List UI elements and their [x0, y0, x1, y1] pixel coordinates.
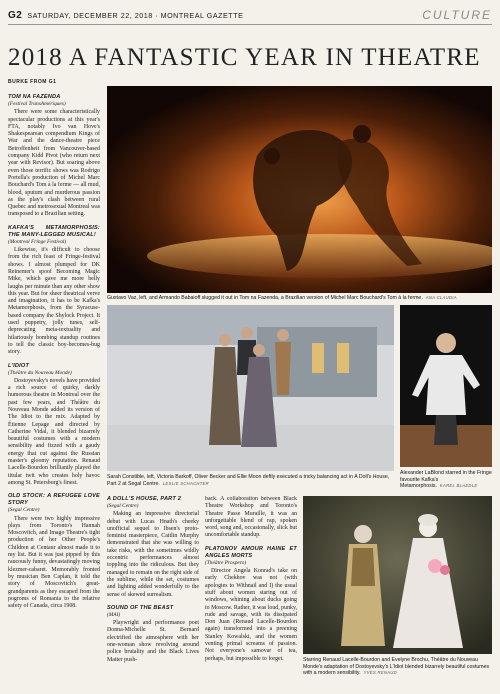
column-2	[107, 496, 199, 688]
paragraph: There were two highly impressive plays from Toronto's Hannah Moscovitch, and Imago Theatre's tight production of her Other People's Children at Centaur almost made it to my list. But it was just pipped by this raucously funny, devastatingly moving klezmer-cabaret. Memorably fronted by musician Ben Caplan, it told the story of Moscovitch's great-grandparents as they escaped from the pogroms of Romania to the relative safety of Canada, circa 1908.	[8, 515, 100, 610]
paragraph: Dostoyevsky's novels have provided a rich source of quirky, darkly humorous theatre in Montreal over the past few years, and Théâtre du Nouveau Monde added its version of The Idiot to the mix. Adapted by Étienne Lepage and directed by Catherine Vidal, it blended bizarrely beautiful costumes with a modern sensibility and fizzed with a gaudy energy that cut against the Russian master's gloomy reputation. Renaud Lacelle-Bourdon brilliantly played the titular twit who creates holy havoc among St. Petersburg's finest.	[8, 377, 100, 486]
costume-image	[303, 496, 492, 654]
section-venue: (Théâtre Prospero)	[205, 559, 247, 566]
section-heading: KAFKA'S METAMORPHOSIS: THE MANY-LEGGED MUSICAL!	[8, 224, 100, 238]
section-heading: TOM NA FAZENDA	[8, 94, 61, 100]
headline: 2018 A FANTASTIC YEAR IN THEATRE	[8, 44, 481, 71]
photo-lidiot	[303, 496, 492, 654]
actor-portrait-image	[400, 305, 492, 467]
photo-credit: YVES RENAUD	[363, 670, 397, 676]
section-venue: (Festival TransAmériques)	[8, 101, 66, 107]
photo-caption: Sarah Constible, left, Victoria Barkoff, Oliver Becker and Ellie Moon deftly executed a tricky balancing act in A Doll's House, Part 2 at Segal Centre. LESLIE SCHACHTER	[107, 474, 390, 487]
paragraph: Likewise, it's difficult to choose from the rich feast of Fringe-festival shows. I almost plumped for DK Reinemer's spoof Becoming Magic Mike, which gave me more belly laughs per minute than any other show this year. But for sheer theatrical verve and imagination, it has to be Kafka's Metamorphosis, from the Syracuse-based company the Shylock Project. It used puppetry, jolly tunes, self-deprecating meta-textuality and hilariously bombing standup routines to tell the classic boy-becomes-bug story.	[8, 247, 100, 356]
photo-credit: KAREL BLAEDLE	[439, 483, 478, 489]
section-venue: (MAI)	[107, 611, 121, 618]
paragraph: Playwright and performance poet Donna-Michelle St. Bernard electrified the atmosphere with her one-woman show revolving around police brutality and the Black Lives Matter push-	[107, 620, 199, 663]
photo-kafka	[400, 305, 492, 467]
photo-caption: Gustavo Vaz, left, and Armando Babaioff slugged it out in Tom na Fazenda, a Brazilian version of Michel Marc Bouchard's Tom à la ferme. ANA CLAUDIA	[107, 295, 457, 301]
column-3	[205, 496, 297, 688]
section-label: CULTURE	[422, 8, 492, 22]
section-venue: (Montreal Fringe Festival)	[8, 238, 67, 245]
photo-tom-na-fazenda	[107, 86, 492, 293]
section-heading: SOUND OF THE BEAST	[107, 604, 174, 611]
stage-fire-image	[107, 86, 492, 293]
paragraph: Making an impressive directorial debut with Lucas Hnath's cheeky unofficial sequel to Ibsen's proto-feminist masterpiece, Caitlin Murphy demonstrated that she was willing to take risks, with the sometimes wildly eccentric performances almost toppling into the ridiculous. But they managed to remain on the right side of the sublime, while the set, costumes and lighting added wonderfully to the sense of skewed surrealism.	[107, 511, 199, 598]
section-venue: (Segal Centre)	[107, 503, 139, 509]
section-venue: (Segal Centre)	[8, 507, 40, 514]
photo-credit: ANA CLAUDIA	[425, 295, 457, 300]
section-heading: A DOLL'S HOUSE, PART 2	[107, 496, 182, 502]
photo-dolls-house	[107, 305, 394, 471]
dateline: SATURDAY, DECEMBER 22, 2018 · MONTREAL GAZETTE	[27, 11, 244, 20]
page-header	[8, 8, 492, 25]
page-number: G2	[8, 10, 23, 21]
section-venue: (Théâtre du Nouveau Monde)	[8, 369, 72, 376]
paragraph: Director Angela Konrad's take on early Chekhov was not (with apologies to Withnail and I) the usual stuff about women staring out of windows, whining about ducks going to Moscow. Rather, it was loud, punky, rude and savage, with its dissipated Don Juan (Renaud Lacelle-Bourdon again) transformed into a preening Stanley Kowalski, and the women venting primal screams of passion. Not everyone's samovar of tea, perhaps, but impossible to forget.	[205, 568, 297, 662]
column-1	[8, 90, 100, 686]
stage-group-image	[107, 305, 394, 471]
photo-caption: Starring Renaud Lacelle-Bourdon and Evelyne Brochu, Théâtre du Nouveau Monde's adaptation of Dostoyevsky's L'Idiot blended bizarrely beautiful costumes with a modern sensibility. YVES RENAUD	[303, 657, 490, 677]
byline: BURKE FROM G1	[8, 79, 57, 85]
paragraph: back. A collaboration between Black Theatre Workshop and Toronto's Theatre Passe Muraille, it was an unforgettable blend of rap, spoken word, song and, occasionally, slick but uncomfortable standup.	[205, 496, 297, 539]
paragraph: There were some characteristically spectacular productions at this year's FTA, notably Ivo van Hove's Shakespearean compendium Kings of War and the dance-theatre piece Betroffenheit from Vancouver-based company Kidd Pivot (who return next year with Revisor). But soaring above even those terrific shows was Rodrigo Portella's production of Michel Marc Bouchard's Tom à la ferme — all mud, blood, sputum and murderous passion as the play's clash between rural Quebec and metrosexual Montreal was transposed to a Brazilian setting.	[8, 109, 100, 218]
section-heading: OLD STOCK: A REFUGEE LOVE STORY	[8, 493, 100, 507]
section-heading: L'IDIOT	[8, 362, 30, 369]
section-heading: PLATONOV AMOUR HAINE ET ANGLES MORTS	[205, 545, 297, 559]
photo-caption: Alexander LaBlond starred in the Fringe favourite Kafka's Metamorphosis. KAREL BLAEDLE	[400, 470, 492, 490]
photo-credit: LESLIE SCHACHTER	[162, 480, 210, 486]
